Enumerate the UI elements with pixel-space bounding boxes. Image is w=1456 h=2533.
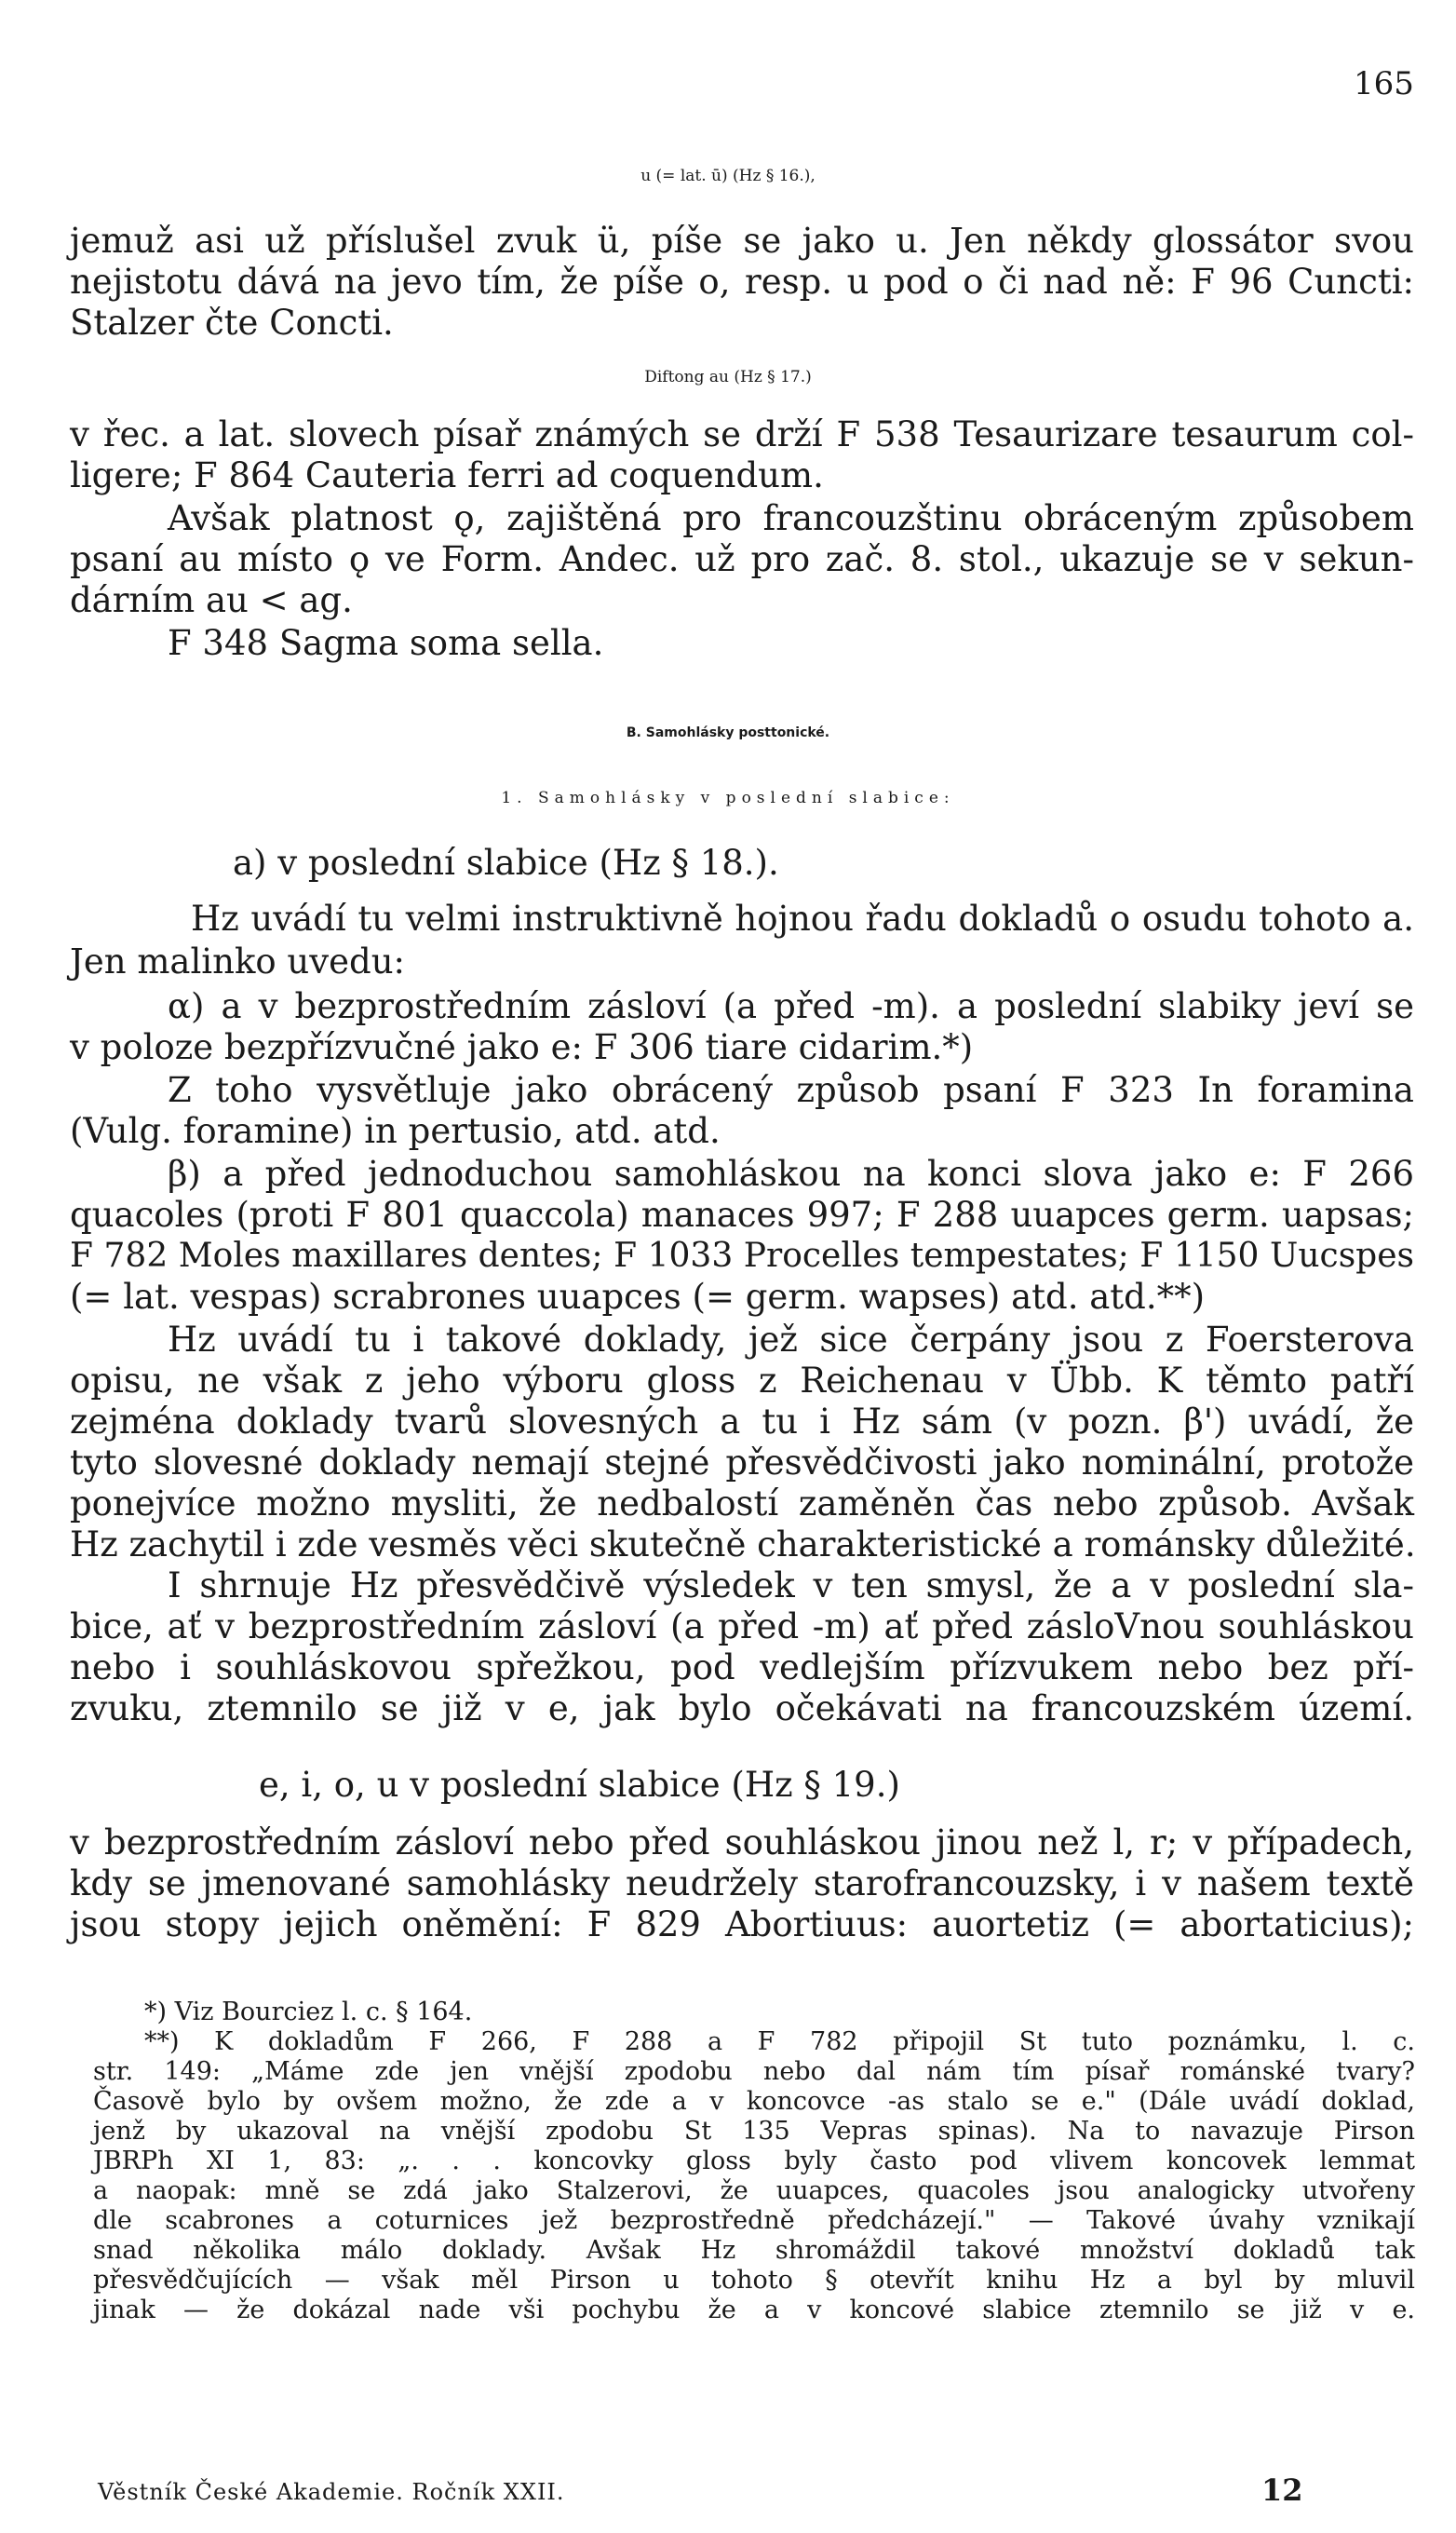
- footnote-line: a naopak: mně se zdá jako Stalzerovi, že uuapces, quacoles jsou analogicky utvořeny: [93, 2176, 1415, 2205]
- sheet-signature: 12: [1261, 2472, 1303, 2508]
- text-line: u (= lat. ū) (Hz § 16.),: [640, 167, 816, 185]
- text-line: jemuž asi už příslušel zvuk ü, píše se jako u. Jen někdy glossátor svou: [70, 221, 1414, 261]
- footnote-line: Časově bylo by ovšem možno, že zde a v koncovce -as stalo se e." (Dále uvádí doklad,: [93, 2087, 1415, 2116]
- footnote-line: JBRPh XI 1, 83: „. . . koncovky gloss byly často pod vlivem koncovek lemmat: [93, 2147, 1415, 2175]
- footnote-line: snad několika málo doklady. Avšak Hz shromáždil takové množství dokladů tak: [93, 2236, 1415, 2265]
- text-line: Hz uvádí tu velmi instruktivně hojnou řadu dokladů o osudu tohoto a.: [191, 899, 1414, 939]
- text-line: dárním au < ag.: [70, 580, 353, 620]
- section-heading: a) v poslední slabice (Hz § 18.).: [233, 843, 779, 883]
- chapter-heading: B. Samohlásky posttonické.: [626, 725, 830, 740]
- text-line: F 782 Moles maxillares dentes; F 1033 Procelles tempestates; F 1150 Uucspes: [70, 1237, 1414, 1275]
- text-line: v bezprostředním zásloví nebo před souhláskou jinou než l, r; v případech,: [70, 1822, 1414, 1862]
- text-line: ligere; F 864 Cauteria ferri ad coquendum.: [70, 455, 824, 495]
- text-line: jsou stopy jejich oněmění: F 829 Abortiuus: auortetiz (= abortaticius);: [70, 1904, 1414, 1944]
- text-line: v poloze bezpřízvučné jako e: F 306 tiare cidarim.*): [70, 1027, 974, 1067]
- section-heading: 1. Samohlásky v poslední slabice:: [501, 789, 955, 807]
- text-line: Avšak platnost ǫ, zajištěná pro francouzštinu obráceným způsobem: [168, 498, 1414, 538]
- page-number: 165: [1354, 65, 1414, 102]
- text-line: zejména doklady tvarů slovesných a tu i Hz sám (v pozn. β') uvádí, že: [70, 1402, 1414, 1442]
- text-line: Stalzer čte Concti.: [70, 303, 394, 343]
- text-line: zvuku, ztemnilo se již v e, jak bylo očekávati na francouzském území.: [70, 1688, 1414, 1728]
- text-line: kdy se jmenované samohlásky neudržely starofrancouzsky, i v našem textě: [70, 1863, 1414, 1903]
- text-line: Jen malinko uvedu:: [70, 941, 406, 982]
- text-line: (Vulg. foramine) in pertusio, atd. atd.: [70, 1111, 721, 1151]
- text-line: quacoles (proti F 801 quaccola) manaces 997; F 288 uuapces germ. uapsas;: [70, 1195, 1414, 1235]
- text-line: ponejvíce možno mysliti, že nedbalostí zaměněn čas nebo způsob. Avšak: [70, 1483, 1414, 1524]
- footnote-line: dle scabrones a coturnices jež bezprostředně předcházejí." — Takové úvahy vznikají: [93, 2206, 1415, 2235]
- footnote-line: **) K dokladům F 266, F 288 a F 782 připojil St tuto poznámku, l. c.: [144, 2027, 1415, 2056]
- section-heading: e, i, o, u v poslední slabice (Hz § 19.): [259, 1765, 900, 1805]
- section-heading: Diftong au (Hz § 17.): [644, 368, 812, 386]
- footnote-line: přesvědčujících — však měl Pirson u tohoto § otevřít knihu Hz a byl by mluvil: [93, 2266, 1415, 2295]
- text-line: F 348 Sagma soma sella.: [168, 623, 604, 663]
- footnote-line: jinak — že dokázal nade vši pochybu že a v koncové slabice ztemnilo se již v e.: [93, 2296, 1415, 2324]
- text-line: opisu, ne však z jeho výboru gloss z Reichenau v Übb. K těmto patří: [70, 1361, 1414, 1401]
- journal-footer: Věstník České Akademie. Ročník XXII.: [98, 2479, 565, 2505]
- text-line: Z toho vysvětluje jako obrácený způsob psaní F 323 In foramina: [168, 1070, 1414, 1110]
- text-line: v řec. a lat. slovech písař známých se drží F 538 Tesaurizare tesaurum col-: [70, 414, 1414, 454]
- text-line: nebo i souhláskovou spřežkou, pod vedlejším přízvukem nebo bez pří-: [70, 1647, 1414, 1687]
- text-line: psaní au místo ǫ ve Form. Andec. už pro zač. 8. stol., ukazuje se v sekun-: [70, 539, 1414, 579]
- text-line: α) a v bezprostředním zásloví (a před -m). a poslední slabiky jeví se: [168, 986, 1414, 1026]
- footnote-line: *) Viz Bourciez l. c. § 164.: [144, 1998, 473, 2026]
- text-line: β) a před jednoduchou samohláskou na konci slova jako e: F 266: [168, 1154, 1414, 1194]
- footnote-line: jenž by ukazoval na vnější zpodobu St 135 Vepras spinas). Na to navazuje Pirson: [93, 2117, 1415, 2146]
- text-line: tyto slovesné doklady nemají stejné přesvědčivosti jako nominální, protože: [70, 1443, 1414, 1483]
- text-line: I shrnuje Hz přesvědčivě výsledek v ten smysl, že a v poslední sla-: [168, 1565, 1414, 1605]
- text-line: bice, ať v bezprostředním zásloví (a před -m) ať před zásloVnou souhláskou: [70, 1606, 1414, 1646]
- text-line: Hz uvádí tu i takové doklady, jež sice čerpány jsou z Foersterova: [168, 1320, 1414, 1360]
- footnote-line: str. 149: „Máme zde jen vnější zpodobu nebo dal nám tím písař románské tvary?: [93, 2057, 1415, 2086]
- text-line: nejistotu dává na jevo tím, že píše o, resp. u pod o či nad ně: F 96 Cuncti:: [70, 262, 1414, 302]
- text-line: (= lat. vespas) scrabrones uuapces (= germ. wapses) atd. atd.**): [70, 1277, 1206, 1317]
- text-line: Hz zachytil i zde vesměs věci skutečně charakteristické a románsky důležité.: [70, 1524, 1416, 1564]
